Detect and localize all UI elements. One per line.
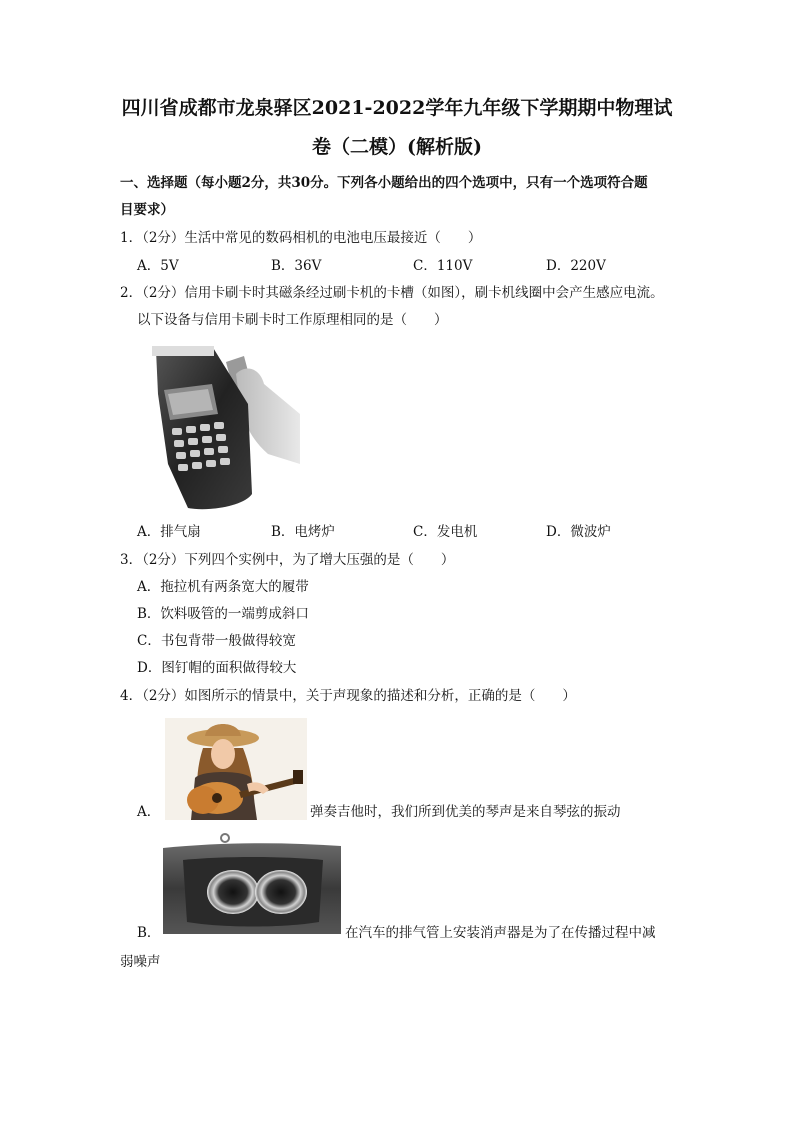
q2-option-d: D．微波炉 — [546, 524, 611, 540]
q4-option-b-label: B． — [137, 925, 161, 941]
card-reader-image — [148, 344, 300, 512]
question-2-stem: 2．（2分）信用卡刷卡时其磁条经过刷卡机的卡槽（如图），刷卡机线圈中会产生感应电流。 — [120, 285, 664, 301]
question-1-stem: 1．（2分）生活中常见的数码相机的电池电压最接近（ ） — [120, 230, 482, 246]
exam-title-line1: 四川省成都市龙泉驿区2021-2022学年九年级下学期期中物理试 — [121, 97, 673, 119]
q1-option-b: B．36V — [271, 258, 322, 274]
q3-option-d: D．图钉帽的面积做得较大 — [137, 660, 297, 676]
question-4-stem: 4．（2分）如图所示的情景中，关于声现象的描述和分析，正确的是（ ） — [120, 688, 576, 704]
q3-option-c: C．书包背带一般做得较宽 — [137, 633, 296, 649]
q4-option-a-label: A． — [137, 804, 161, 820]
q4-option-b-text: 在汽车的排气管上安装消声器是为了在传播过程中减 — [345, 925, 656, 941]
q1-option-a: A．5V — [137, 258, 179, 274]
q3-option-b: B．饮料吸管的一端剪成斜口 — [137, 606, 309, 622]
q2-option-b: B．电烤炉 — [271, 524, 335, 540]
q2-option-c: C．发电机 — [413, 524, 478, 540]
exam-title-line2: 卷（二模）(解析版) — [312, 136, 482, 158]
section-heading-cont: 目要求） — [120, 202, 174, 218]
question-3-stem: 3．（2分）下列四个实例中，为了增大压强的是（ ） — [120, 552, 455, 568]
q1-option-d: D．220V — [546, 258, 606, 274]
q4-option-b-text-cont: 弱噪声 — [120, 954, 161, 970]
section-heading: 一、选择题（每小题2分，共30分。下列各小题给出的四个选项中，只有一个选项符合题 — [120, 175, 648, 191]
exhaust-pipe-image — [163, 830, 341, 934]
q3-option-a: A．拖拉机有两条宽大的履带 — [137, 579, 309, 595]
q4-option-a-text: 弹奏吉他时，我们所到优美的琴声是来自琴弦的振动 — [310, 804, 621, 820]
guitar-player-image — [165, 718, 307, 820]
q2-option-a: A．排气扇 — [137, 524, 201, 540]
q1-option-c: C．110V — [413, 258, 473, 274]
question-2-stem-cont: 以下设备与信用卡刷卡时工作原理相同的是（ ） — [137, 312, 448, 328]
